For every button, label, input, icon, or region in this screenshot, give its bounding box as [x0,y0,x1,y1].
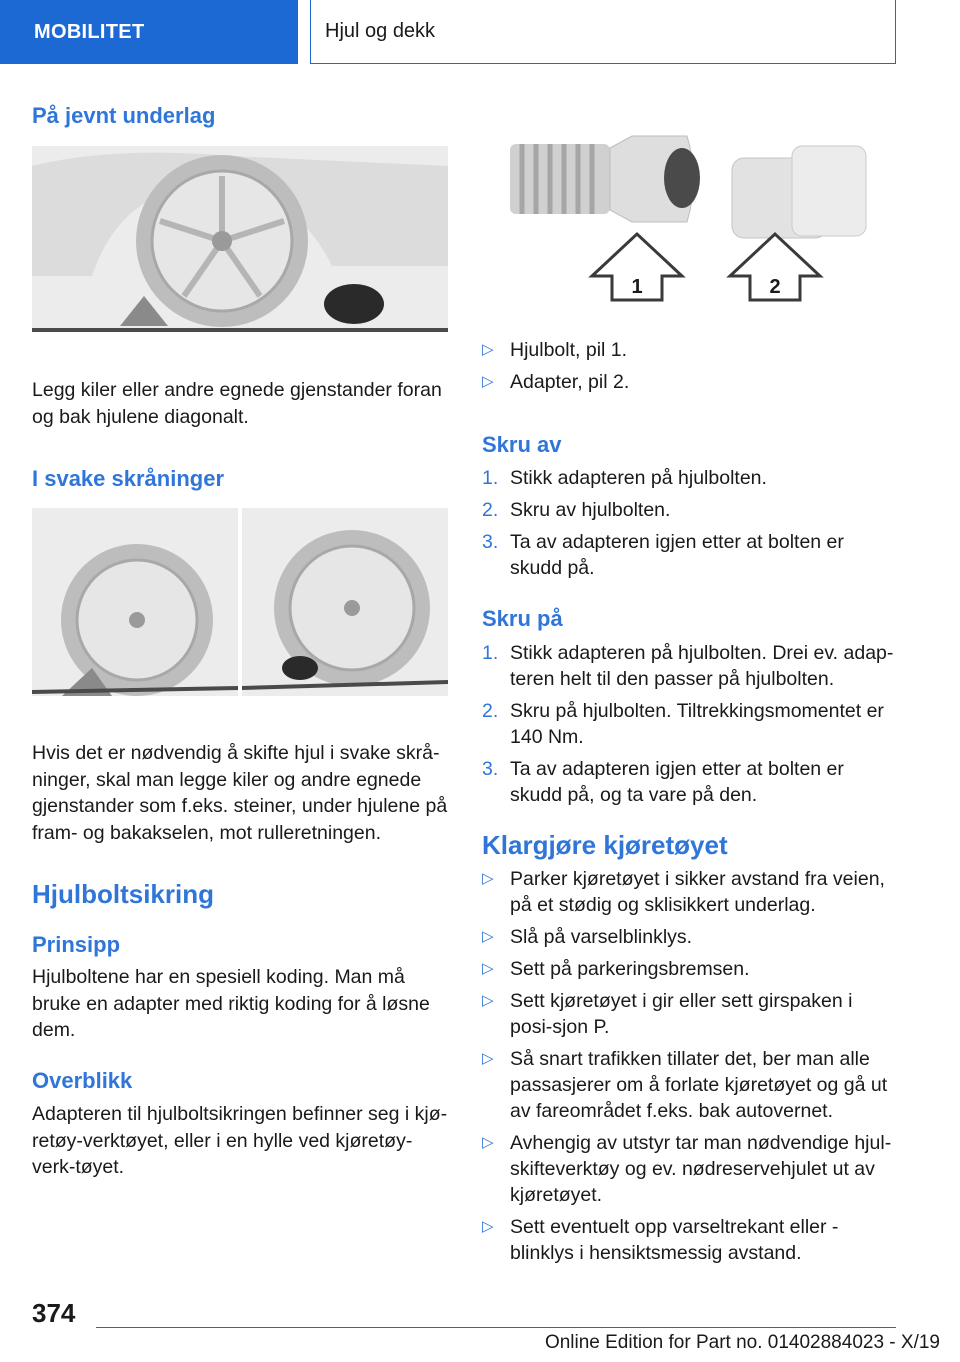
list-item: 1. Stikk adapteren på hjulbolten. Drei ev. adap-teren helt til den passer på hjulbolten. [482,642,894,690]
bullet-icon: ▷ [482,341,494,358]
bullet-icon: ▷ [482,960,494,977]
list-item: ▷ Sett kjøretøyet i gir eller sett girspaken i posi-sjon P. [482,990,853,1038]
list-item: ▷ Slå på varselblinklys. [482,926,693,948]
list-item: ▷ Avhengig av utstyr tar man nødvendige hjul-skifteverktøy og ev. nødreservehjulet ut av kjøretøyet. [482,1132,892,1206]
paragraph-slope: Hvis det er nødvendig å skifte hjul i svake skrå-ninger, skal man legge kiler og andre egnede gjenstander som f.eks. steiner, under hjulene på fram- og bakakselen, mot rulleretningen. [32,742,448,844]
arrow-1-label: 1 [631,276,643,298]
bullet-icon: ▷ [482,870,494,887]
footer-divider [96,1327,896,1328]
heading-principle: Prinsipp [32,932,121,957]
heading-overview: Overblikk [32,1068,133,1093]
page-number: 374 [32,1298,76,1328]
unscrew-steps [482,465,896,587]
bullet-icon: ▷ [482,373,494,390]
wheel-bolt-image [482,126,896,316]
list-item: ▷ Hjulbolt, pil 1. [482,339,628,361]
parts-list [482,337,896,401]
list-item: 2. Skru av hjulbolten. [482,499,671,521]
screw-steps [482,640,896,814]
bullet-icon: ▷ [482,992,494,1009]
bullet-icon: ▷ [482,1218,494,1235]
wheel-flat-image [32,146,448,332]
heading-prepare-vehicle: Klargjøre kjøretøyet [482,830,728,860]
list-item: ▷ Sett eventuelt opp varseltrekant eller -blinklys i hensiktsmessig avstand. [482,1216,839,1264]
list-item: ▷ Adapter, pil 2. [482,371,630,393]
list-item: 3. Ta av adapteren igjen etter at bolten er skudd på, og ta vare på den. [482,758,844,806]
paragraph-overview: Adapteren til hjulboltsikringen befinner seg i kjø-retøy-verktøyet, eller i en hylle ved kjøretøy-verk-tøyet. [32,1103,448,1178]
bullet-icon: ▷ [482,928,494,945]
list-item: ▷ Så snart trafikken tillater det, ber man alle passasjerer om å forlate kjøretøyet og gå ut av fareområdet f.eks. bak autovernet. [482,1048,888,1122]
bullet-icon: ▷ [482,1134,494,1151]
heading-unscrew: Skru av [482,432,562,457]
bullet-icon: ▷ [482,1050,494,1067]
list-item: ▷ Sett på parkeringsbremsen. [482,958,750,980]
heading-slope: I svake skråninger [32,466,225,491]
arrow-2-label: 2 [769,276,781,298]
list-item: 3. Ta av adapteren igjen etter at bolten er skudd på. [482,531,844,579]
heading-wheel-lock: Hjulboltsikring [32,879,214,909]
heading-flat-ground: På jevnt underlag [32,103,216,128]
paragraph-flat: Legg kiler eller andre egnede gjenstander foran og bak hjulene diagonalt. [32,379,442,428]
wheel-slope-image [32,508,448,696]
heading-screw: Skru på [482,606,563,631]
footer-edition: Online Edition for Part no. 01402884023 - X/19 [544,1332,940,1353]
chapter-title: Hjul og dekk [310,0,896,64]
paragraph-principle: Hjulboltene har en spesiell koding. Man må bruke en adapter med riktig koding for å løsne dem. [32,966,430,1041]
section-tab[interactable]: MOBILITET [0,0,298,64]
list-item: 1. Stikk adapteren på hjulbolten. [482,467,767,489]
list-item: 2. Skru på hjulbolten. Tiltrekkingsmomentet er 140 Nm. [482,700,884,748]
prepare-list [482,866,896,1272]
list-item: ▷ Parker kjøretøyet i sikker avstand fra veien, på et stødig og sklisikkert underlag. [482,868,885,916]
